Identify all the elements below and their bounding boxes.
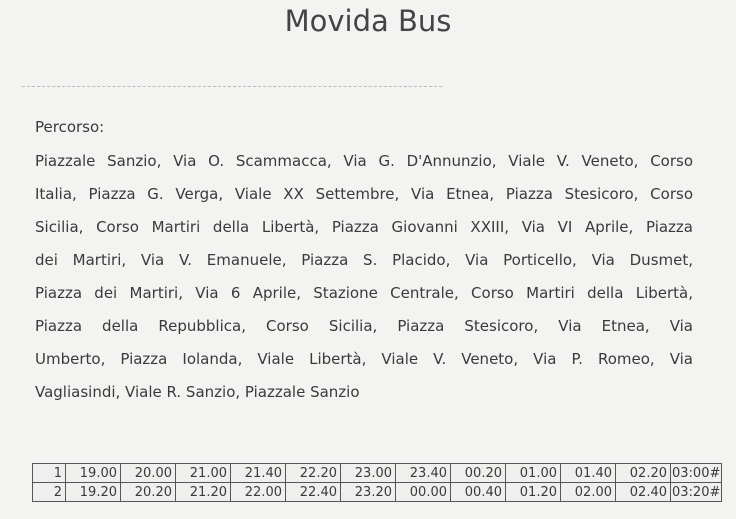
departure-time: 22.20	[286, 464, 341, 483]
departure-time: 23.20	[341, 483, 396, 502]
route-line: Vagliasindi, Viale R. Sanzio, Piazzale Sanzio	[35, 383, 360, 401]
departure-time: 20.00	[121, 464, 176, 483]
departure-time: 01.20	[506, 483, 561, 502]
departure-time: 03:00#	[672, 465, 721, 481]
departure-time: 22.40	[286, 483, 341, 502]
route-line: Piazza dei Martiri, Via 6 Aprile, Stazione Centrale, Corso Martiri della Libertà,	[35, 284, 693, 302]
departure-time: 01.00	[506, 464, 561, 483]
run-number: 1	[33, 464, 66, 483]
departure-time: 00.40	[451, 483, 506, 502]
departure-time: 02.20	[616, 464, 671, 483]
timetable	[32, 463, 722, 502]
departure-time: 23.00	[341, 464, 396, 483]
route-line: dei Martiri, Via V. Emanuele, Piazza S. Placido, Via Porticello, Via Dusmet,	[35, 251, 693, 269]
timetable-row	[33, 464, 722, 483]
route-line: Piazza della Repubblica, Corso Sicilia, Piazza Stesicoro, Via Etnea, Via	[35, 317, 693, 335]
route-label: Percorso:	[35, 118, 105, 136]
route-line: Sicilia, Corso Martiri della Libertà, Piazza Giovanni XXIII, Via VI Aprile, Piazza	[35, 218, 693, 236]
departure-time: 01.40	[561, 464, 616, 483]
departure-time: 02.40	[616, 483, 671, 502]
departure-time: 02.00	[561, 483, 616, 502]
departure-time: 03:20#	[672, 484, 721, 500]
departure-time: 22.00	[231, 483, 286, 502]
departure-time: 21.20	[176, 483, 231, 502]
route-line: Italia, Piazza G. Verga, Viale XX Settembre, Via Etnea, Piazza Stesicoro, Corso	[35, 185, 693, 203]
route-line: Piazzale Sanzio, Via O. Scammacca, Via G. D'Annunzio, Viale V. Veneto, Corso	[35, 152, 693, 170]
route-description	[35, 145, 693, 409]
departure-time: 23.40	[396, 464, 451, 483]
departure-time: 21.00	[176, 464, 231, 483]
departure-time: 00.00	[396, 483, 451, 502]
route-line: Umberto, Piazza Iolanda, Viale Libertà, Viale V. Veneto, Via P. Romeo, Via	[35, 350, 693, 368]
departure-time: 19.00	[66, 464, 121, 483]
divider	[22, 86, 442, 87]
departure-time: 19.20	[66, 483, 121, 502]
page-title: Movida Bus	[284, 4, 452, 38]
departure-time: 00.20	[451, 464, 506, 483]
timetable-row	[33, 483, 722, 502]
run-number: 2	[33, 483, 66, 502]
departure-time: 20.20	[121, 483, 176, 502]
departure-time: 21.40	[231, 464, 286, 483]
